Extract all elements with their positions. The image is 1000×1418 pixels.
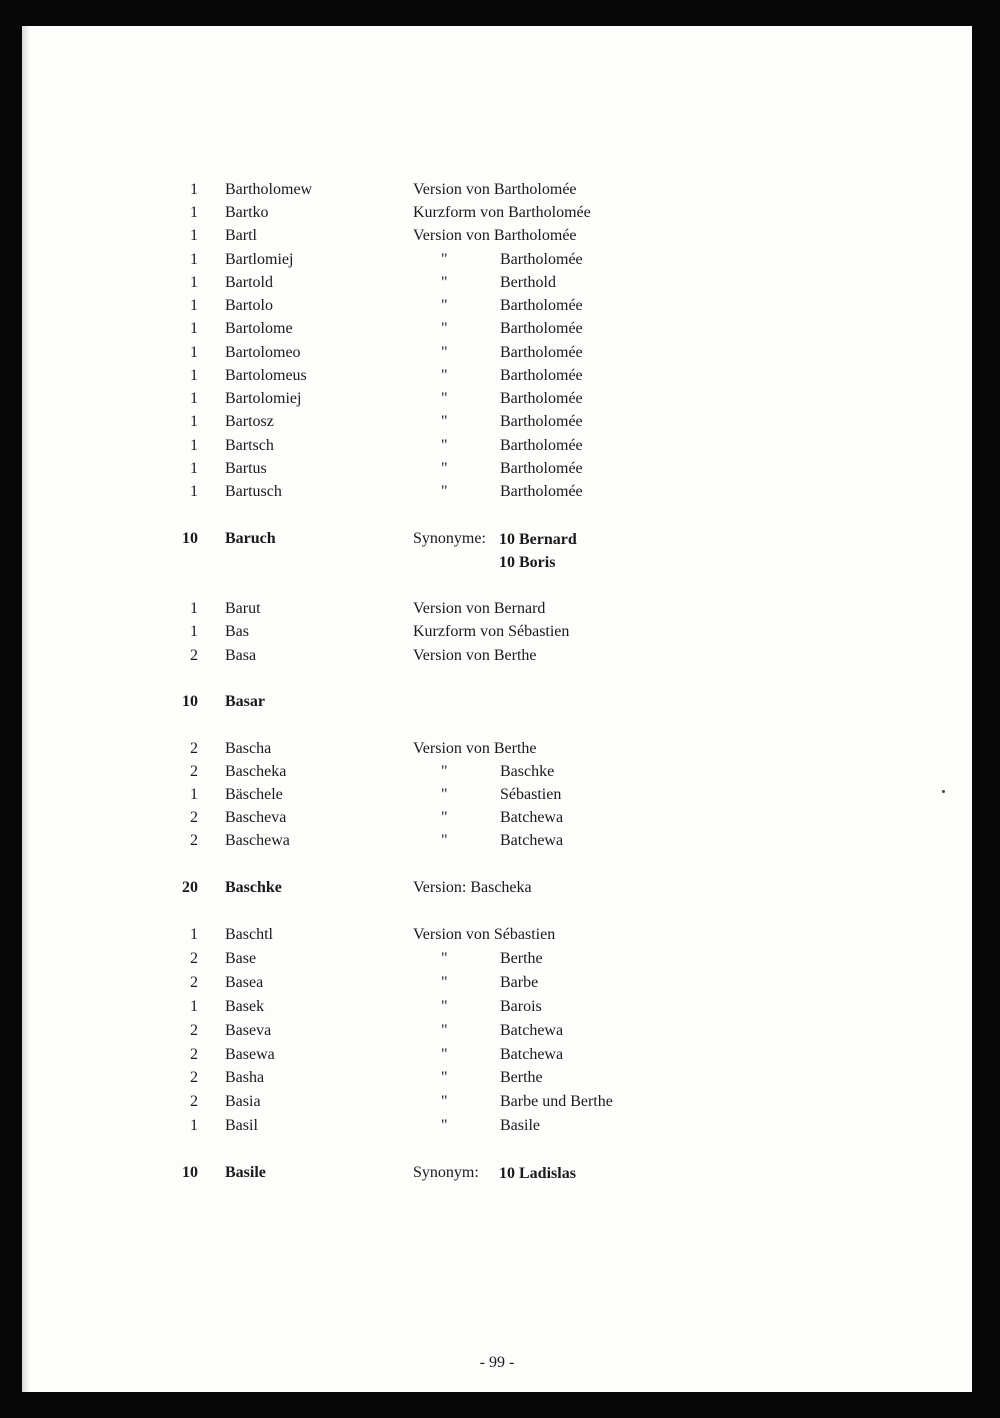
entry-target-name: Sébastien xyxy=(500,786,562,803)
ditto-mark: " xyxy=(441,809,448,826)
ditto-mark: " xyxy=(441,998,448,1015)
entry-count: 10 xyxy=(182,693,198,710)
entry-description: Version von Bernard xyxy=(413,600,546,617)
ditto-mark: " xyxy=(441,390,448,407)
entry-name: Bartusch xyxy=(225,483,282,500)
entry-name: Bartus xyxy=(225,460,267,477)
entry-row xyxy=(22,784,922,806)
entry-target-name: Berthe xyxy=(500,950,543,967)
ditto-mark: " xyxy=(441,344,448,361)
entry-target-name: Barbe und Berthe xyxy=(500,1093,613,1110)
entry-name: Basil xyxy=(225,1117,258,1134)
entry-target-name: Berthe xyxy=(500,1069,543,1086)
entry-count: 1 xyxy=(190,227,198,244)
entry-count: 1 xyxy=(190,251,198,268)
ditto-mark: " xyxy=(441,297,448,314)
entry-count: 1 xyxy=(190,623,198,640)
entry-count: 10 xyxy=(182,530,198,547)
entry-row xyxy=(22,598,922,620)
ditto-mark: " xyxy=(441,974,448,991)
entry-count: 2 xyxy=(190,1069,198,1086)
entry-row xyxy=(22,738,922,760)
entry-row xyxy=(22,249,922,271)
entry-target-name: Batchewa xyxy=(500,832,564,849)
entry-row xyxy=(22,948,922,970)
entry-row xyxy=(22,1162,922,1184)
entry-description: Version von Bartholomée xyxy=(413,227,577,244)
entry-row xyxy=(22,411,922,433)
entry-name: Baschke xyxy=(225,879,282,896)
entry-row xyxy=(22,807,922,829)
page-number: - 99 - xyxy=(479,1354,515,1371)
entry-target-name: Batchewa xyxy=(500,1046,564,1063)
entry-target-name: Bartholomée xyxy=(500,251,583,268)
entry-target-name: Basile xyxy=(500,1117,540,1134)
ditto-mark: " xyxy=(441,320,448,337)
entry-row xyxy=(22,1044,922,1066)
entry-name: Bartlomiej xyxy=(225,251,294,268)
entry-name: Basa xyxy=(225,647,257,664)
entry-row xyxy=(22,179,922,201)
entry-count: 1 xyxy=(190,297,198,314)
synonym-item: 10 Boris xyxy=(499,554,556,571)
entry-name: Basea xyxy=(225,974,264,991)
entry-name: Bartsch xyxy=(225,437,274,454)
entry-count: 2 xyxy=(190,950,198,967)
entry-count: 2 xyxy=(190,832,198,849)
entry-name: Baschtl xyxy=(225,926,273,943)
entry-count: 1 xyxy=(190,786,198,803)
entry-name: Bartl xyxy=(225,227,257,244)
entry-name: Bascheva xyxy=(225,809,287,826)
entry-description: Version von Bartholomée xyxy=(413,181,577,198)
entry-description: Version von Berthe xyxy=(413,740,537,757)
ditto-mark: " xyxy=(441,786,448,803)
entry-count: 20 xyxy=(182,879,198,896)
entry-description: Version von Sébastien xyxy=(413,926,556,943)
entry-count: 1 xyxy=(190,181,198,198)
entry-count: 1 xyxy=(190,413,198,430)
entry-name: Bas xyxy=(225,623,249,640)
entry-row xyxy=(22,691,922,713)
entry-count: 1 xyxy=(190,926,198,943)
entry-name: Bartolomeo xyxy=(225,344,301,361)
entry-name: Bartolomeus xyxy=(225,367,307,384)
entry-name: Baschewa xyxy=(225,832,290,849)
entry-target-name: Berthold xyxy=(500,274,556,291)
entry-name: Bartosz xyxy=(225,413,274,430)
entry-count: 1 xyxy=(190,437,198,454)
entry-count: 1 xyxy=(190,344,198,361)
entry-target-name: Barbe xyxy=(500,974,539,991)
entry-row xyxy=(22,295,922,317)
entry-row xyxy=(22,365,922,387)
ditto-mark: " xyxy=(441,763,448,780)
entry-target-name: Bartholomée xyxy=(500,367,583,384)
entry-name: Bäschele xyxy=(225,786,283,803)
entry-target-name: Barois xyxy=(500,998,542,1015)
entry-count: 1 xyxy=(190,483,198,500)
entry-count: 2 xyxy=(190,809,198,826)
entry-name: Bascheka xyxy=(225,763,287,780)
synonym-list xyxy=(499,1162,576,1185)
entry-target-name: Bartholomée xyxy=(500,320,583,337)
entry-name: Basek xyxy=(225,998,265,1015)
ditto-mark: " xyxy=(441,1093,448,1110)
entry-name: Baruch xyxy=(225,530,276,547)
entry-count: 2 xyxy=(190,1093,198,1110)
ditto-mark: " xyxy=(441,1046,448,1063)
entry-name: Basar xyxy=(225,693,265,710)
entry-row xyxy=(22,830,922,852)
entry-name: Bascha xyxy=(225,740,272,757)
entry-count: 1 xyxy=(190,1117,198,1134)
entry-row xyxy=(22,435,922,457)
entry-row xyxy=(22,1091,922,1113)
entry-row xyxy=(22,458,922,480)
entry-target-name: Bartholomée xyxy=(500,344,583,361)
entry-target-name: Baschke xyxy=(500,763,555,780)
entry-count: 2 xyxy=(190,763,198,780)
entry-row xyxy=(22,528,922,571)
ditto-mark: " xyxy=(441,251,448,268)
ditto-mark: " xyxy=(441,1117,448,1134)
entry-count: 1 xyxy=(190,274,198,291)
ditto-mark: " xyxy=(441,1022,448,1039)
entry-row xyxy=(22,621,922,643)
entry-row xyxy=(22,996,922,1018)
entry-count: 1 xyxy=(190,204,198,221)
entry-row xyxy=(22,972,922,994)
entry-name: Basewa xyxy=(225,1046,275,1063)
entry-name: Bartolomiej xyxy=(225,390,302,407)
synonym-item: 10 Bernard xyxy=(499,531,577,548)
entry-count: 10 xyxy=(182,1164,198,1181)
entry-count: 1 xyxy=(190,600,198,617)
entry-name: Basile xyxy=(225,1164,266,1181)
entry-count: 1 xyxy=(190,367,198,384)
ditto-mark: " xyxy=(441,413,448,430)
entry-description: Version von Berthe xyxy=(413,647,537,664)
entry-row xyxy=(22,272,922,294)
entry-target-name: Batchewa xyxy=(500,1022,564,1039)
entry-name: Bartolo xyxy=(225,297,273,314)
entry-count: 2 xyxy=(190,647,198,664)
entry-target-name: Bartholomée xyxy=(500,437,583,454)
entry-name: Bartholomew xyxy=(225,181,313,198)
ditto-mark: " xyxy=(441,832,448,849)
ditto-mark: " xyxy=(441,460,448,477)
ditto-mark: " xyxy=(441,367,448,384)
entry-name: Baseva xyxy=(225,1022,272,1039)
entry-count: 1 xyxy=(190,460,198,477)
entry-count: 1 xyxy=(190,390,198,407)
ditto-mark: " xyxy=(441,274,448,291)
synonym-label: Synonyme: xyxy=(413,530,486,547)
entry-row xyxy=(22,1115,922,1137)
ditto-mark: " xyxy=(441,1069,448,1086)
entry-row xyxy=(22,388,922,410)
entry-target-name: Bartholomée xyxy=(500,413,583,430)
entry-target-name: Bartholomée xyxy=(500,390,583,407)
entry-name: Bartold xyxy=(225,274,273,291)
entry-name: Basha xyxy=(225,1069,265,1086)
entry-count: 2 xyxy=(190,1046,198,1063)
ditto-mark: " xyxy=(441,437,448,454)
entry-row xyxy=(22,202,922,224)
entry-row xyxy=(22,761,922,783)
synonym-list xyxy=(499,528,577,574)
entry-name: Basia xyxy=(225,1093,261,1110)
entry-description: Kurzform von Bartholomée xyxy=(413,204,591,221)
entry-row xyxy=(22,1020,922,1042)
entry-target-name: Batchewa xyxy=(500,809,564,826)
entry-name: Base xyxy=(225,950,257,967)
entry-row xyxy=(22,342,922,364)
ditto-mark: " xyxy=(441,950,448,967)
entry-count: 1 xyxy=(190,320,198,337)
entry-name: Bartko xyxy=(225,204,269,221)
entry-name: Barut xyxy=(225,600,261,617)
entry-target-name: Bartholomée xyxy=(500,460,583,477)
synonym-label: Synonym: xyxy=(413,1164,479,1181)
entry-row xyxy=(22,924,922,946)
synonym-item: 10 Ladislas xyxy=(499,1165,576,1182)
entry-row xyxy=(22,1067,922,1089)
entry-name: Bartolome xyxy=(225,320,293,337)
entry-count: 2 xyxy=(190,740,198,757)
ditto-mark: " xyxy=(441,483,448,500)
entry-row xyxy=(22,481,922,503)
entry-target-name: Bartholomée xyxy=(500,483,583,500)
entry-target-name: Bartholomée xyxy=(500,297,583,314)
entry-row xyxy=(22,318,922,340)
entry-row xyxy=(22,877,922,899)
entry-count: 1 xyxy=(190,998,198,1015)
entry-row xyxy=(22,225,922,247)
speck xyxy=(942,790,945,793)
entry-count: 2 xyxy=(190,1022,198,1039)
entry-row xyxy=(22,645,922,667)
page xyxy=(22,26,972,1392)
entry-description: Version: Bascheka xyxy=(413,879,532,896)
entry-count: 2 xyxy=(190,974,198,991)
entry-description: Kurzform von Sébastien xyxy=(413,623,570,640)
